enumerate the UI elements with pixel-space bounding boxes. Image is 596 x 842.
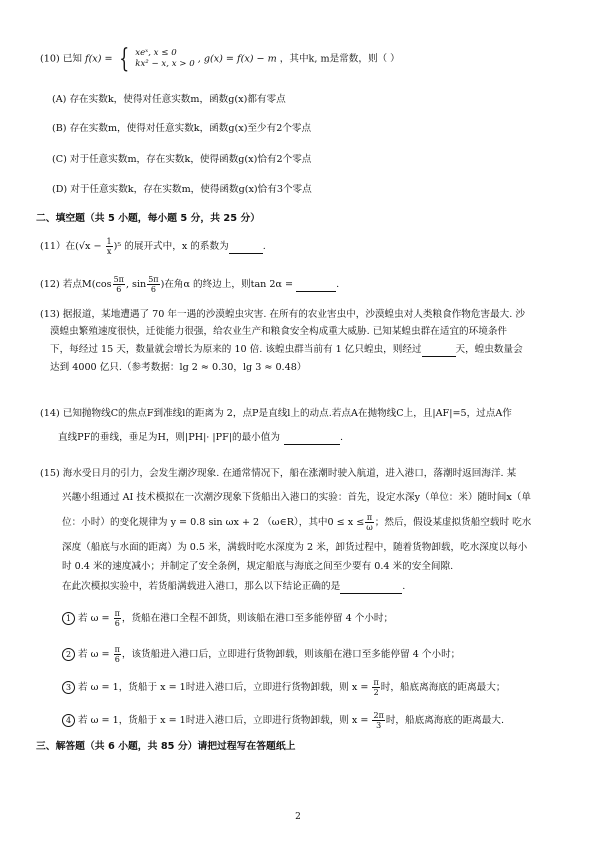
q15-statement-3 (62, 678, 505, 697)
q15-line-4: 深度（船底与水面的距离）为 0.5 米，满载时吃水深度为 2 米，卸货过程中，随着货物卸载，吃水深度以每小 (62, 542, 528, 553)
q10-case1: xeˣ, x ≤ 0 (135, 48, 177, 58)
q12-f2-num: 5π (148, 275, 159, 284)
q15-s2-frac-num: π (114, 645, 120, 654)
q10-option-a: (A) 存在实数k，使得对任意实数m，函数g(x)都有零点 (52, 94, 286, 105)
q14-line-1: (14) 已知抛物线C的焦点F到准线l的距离为 2，点P是直线l上的动点.若点A在抛物线C上，且|AF|=5，过点A作 (40, 408, 512, 419)
q15-s3-frac-den: 2 (373, 688, 379, 697)
q15-answer-blank[interactable] (340, 580, 402, 594)
q12-f2-den: 6 (150, 285, 156, 294)
q10-option-c: (C) 对于任意实数m，存在实数k，使得函数g(x)恰有2个零点 (52, 154, 312, 165)
q12-answer-blank[interactable] (296, 278, 336, 292)
q15-s3-frac-num: π (373, 678, 379, 687)
q12-fraction-1 (113, 275, 125, 294)
q15-s1-fraction (114, 609, 121, 628)
q15-s4-fraction (372, 711, 384, 730)
q15-s4-frac-num: 2π (373, 711, 384, 720)
q10-number: (10) (40, 53, 60, 65)
q11-end: . (262, 241, 266, 252)
q15-line-6a: 在此次模拟实验中，若货船满载进入港口，那么以下结论正确的是 (62, 581, 341, 592)
q12-fraction-2 (147, 275, 159, 294)
q13-answer-blank[interactable] (422, 343, 456, 357)
q11 (40, 237, 266, 256)
q15-s2-fraction (114, 645, 121, 664)
q15-s1-frac-num: π (114, 609, 120, 618)
q15-s4a: 若 ω = 1，货船于 x = 1时进入港口后，立即进行货物卸载，则 x = (78, 715, 372, 726)
q10-stem (40, 46, 400, 72)
q12-pre: (12) 若点M(cos (40, 279, 112, 290)
q15-statement-1 (62, 609, 393, 628)
q15-statement-2 (62, 645, 460, 664)
page-number: 2 (295, 812, 301, 822)
q15-s3-fraction (372, 678, 379, 697)
q12 (40, 275, 339, 294)
q15-s1-frac-den: 6 (114, 619, 120, 628)
q12-f1-num: 5π (113, 275, 124, 284)
q15-s3b: 时，船底离海底的距离最大； (380, 682, 506, 693)
q10-option-d: (D) 对于任意实数k，存在实数m，使得函数g(x)恰有3个零点 (52, 184, 312, 195)
q15-s4-frac-den: 3 (376, 721, 382, 730)
q10-fx: f(x) = (85, 53, 113, 65)
circled-number-3: 3 (62, 681, 75, 694)
section-3-heading: 三、解答题（共 6 小题，共 85 分）请把过程写在答题纸上 (36, 741, 296, 752)
q12-mid: , sin (125, 279, 147, 290)
q15-line-1: (15) 海水受日月的引力，会发生潮汐现象. 在通常情况下，船在涨潮时驶入航道，进入港口，落潮时返回海洋. 某 (40, 468, 517, 479)
q12-f1-den: 6 (116, 285, 122, 294)
q10-case2: kx² − x, x > 0 (135, 59, 195, 69)
q13-line-3b: 天，蝗虫数量会 (455, 344, 523, 355)
q11-answer-blank[interactable] (229, 240, 263, 254)
q15-s3a: 若 ω = 1，货船于 x = 1时进入港口后，立即进行货物卸载，则 x = (78, 682, 372, 693)
q11-pre: (11）在(√x − (40, 241, 105, 252)
circled-number-2: 2 (62, 648, 75, 661)
q15-statement-4 (62, 711, 504, 730)
circled-number-1: 1 (62, 612, 75, 625)
q14-answer-blank[interactable] (284, 431, 340, 445)
brace-symbol: { (118, 44, 129, 74)
section-2-heading: 二、填空题（共 5 小题，每小题 5 分，共 25 分） (36, 213, 261, 224)
circled-number-4: 4 (62, 714, 75, 727)
q14-line-2 (58, 431, 343, 445)
q15-line-2: 兴趣小组通过 AI 技术模拟在一次潮汐现象下货船出入港口的实验：首先，设定水深y（单位：米）随时间x（单 (62, 492, 531, 503)
q11-frac-den: x (106, 247, 112, 256)
q13-line-4: 达到 4000 亿只.（参考数据：lg 2 ≈ 0.30，lg 3 ≈ 0.48） (50, 362, 307, 373)
q10-lead: 已知 (62, 53, 82, 65)
q13-line-2: 漠蝗虫繁殖速度很快，迁徙能力很强，给农业生产和粮食安全构成重大威胁. 已知某蝗虫群在适宜的环境条件 (50, 326, 508, 337)
q15-s2a: 若 ω = (78, 649, 113, 660)
q11-fraction (106, 237, 113, 256)
q10-tail: ，其中k, m是常数，则（ ） (279, 53, 400, 65)
q11-frac-num: 1 (106, 237, 112, 246)
q13-line-3a: 下，每经过 15 天，数量就会增长为原来的 10 倍. 该蝗虫群当前有 1 亿只蝗虫，则经过 (50, 344, 422, 355)
q15-s2-frac-den: 6 (114, 655, 120, 664)
q12-post: )在角α 的终边上，则tan 2α = (160, 279, 297, 290)
q15-line-3 (62, 513, 531, 532)
q15-line-6 (62, 580, 405, 594)
q10-cases (135, 48, 194, 70)
q15-line-6b: . (402, 581, 406, 592)
q14-line-2a: 直线PF的垂线，垂足为H，则|PH|· |PF|的最小值为 (58, 432, 280, 443)
q15-l3-frac-den: ω (366, 523, 373, 532)
q12-end: . (336, 279, 340, 290)
q10-option-b: (B) 存在实数m，使得对任意实数k，函数g(x)至少有2个零点 (52, 123, 312, 134)
q15-line-3a: 位：小时）的变化规律为 y = 0.8 sin ωx + 2 （ω∈R），其中0 ≤ x ≤ (62, 517, 365, 528)
q15-line-5: 时 0.4 米的速度减小；并制定了安全条例，规定船底与海底之间至少要有 0.4 米的安全间隙. (62, 561, 454, 572)
q15-line-3b: ；然后，假设某虚拟货船空载时 吃水 (374, 517, 532, 528)
q15-s2b: ，该货船进入港口后，立即进行货物卸载，则该船在港口至多能停留 4 个小时； (121, 649, 461, 660)
q10-gx: , g(x) = f(x) − m (197, 53, 277, 65)
q15-s4b: 时，船底离海底的距离最大. (385, 715, 505, 726)
q13-line-3 (50, 343, 523, 357)
q14-line-2b: . (339, 432, 344, 443)
q15-s1a: 若 ω = (78, 613, 113, 624)
q13-line-1: (13) 据报道，某地遭遇了 70 年一遇的沙漠蝗虫灾害. 在所有的农业害虫中，沙漠蝗虫对人类粮食作物危害最大. 沙 (40, 309, 525, 320)
q15-l3-frac-num: π (366, 513, 373, 522)
q15-s1b: ，货船在港口全程不卸货，则该船在港口至多能停留 4 个小时； (121, 613, 394, 624)
q11-post: )⁵ 的展开式中，x 的系数为 (113, 241, 229, 252)
q15-l3-fraction (365, 513, 374, 532)
